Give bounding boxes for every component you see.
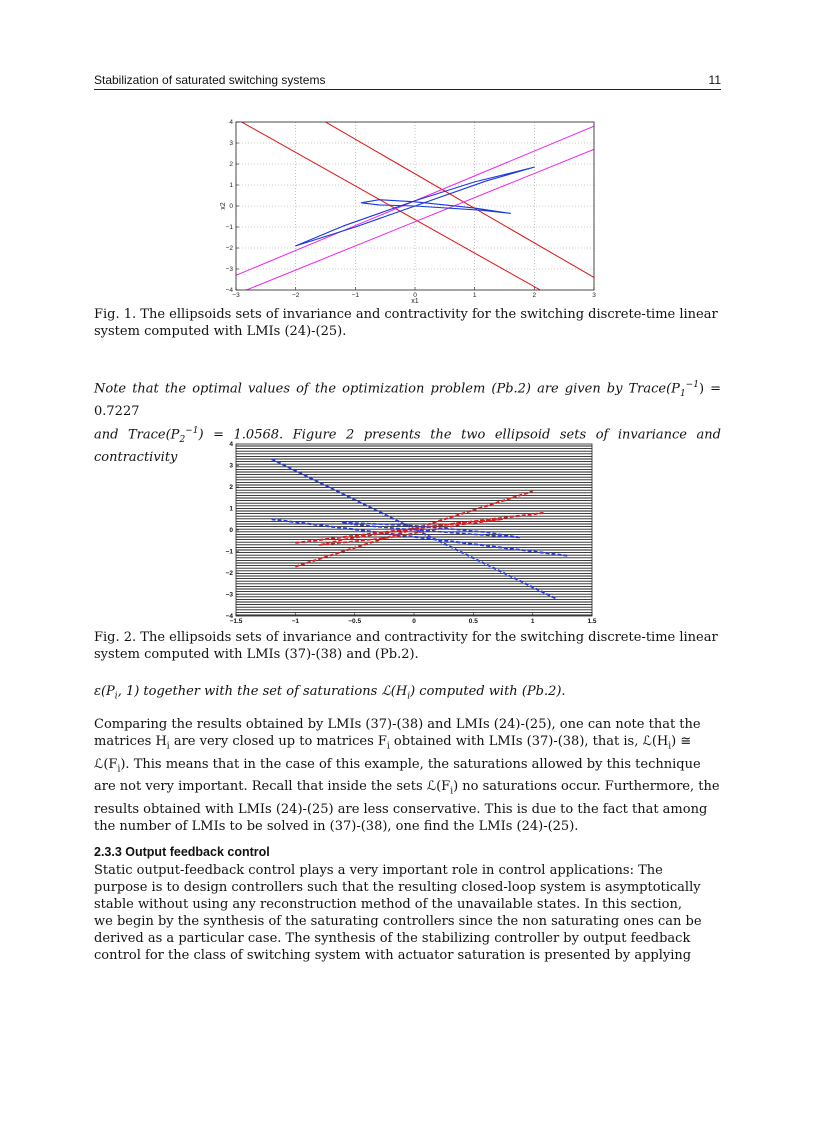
x-tick-label: 0 — [412, 618, 416, 625]
figure-1-chart — [218, 118, 603, 304]
x-tick-label: −0.5 — [348, 618, 362, 625]
epsilon-line: $\varepsilon(P_i$, 1) together with the set of saturations $ℒ(H_i)$ computed with (Pb.2). — [94, 684, 566, 702]
x-tick-label: 0 — [413, 292, 417, 299]
y-tick-label: −3 — [225, 591, 233, 599]
x-tick-label: −3 — [232, 292, 240, 299]
comparing-paragraph: Comparing the results obtained by LMIs (37)-(38) and LMIs (24)-(25), one can note that the matrices $H_i$ are very closed up to matrices $F_i$ obtained with LMIs (37)-(38), that is, $ℒ(H_i)$ ≅ $ℒ(F_i)$. This means that in the case of this example, the saturations allowed by this technique are not very important. Recall that inside the sets $ℒ(F_i)$ no saturations occur. Furthermore, the results obtained with LMIs (24)-(25) are less conservative. This is due to the fact that among the number of LMIs to be solved in (37)-(38), one find the LMIs (24)-(25). — [94, 717, 720, 834]
x-tick-label: −1 — [351, 292, 360, 299]
figure-2-chart — [218, 440, 603, 626]
y-tick-label: 0 — [229, 203, 233, 210]
y-tick-label: 4 — [229, 119, 233, 126]
x-axis-label: x1 — [411, 298, 419, 304]
y-tick-label: −2 — [225, 245, 233, 252]
y-tick-label: −1 — [225, 548, 233, 556]
x-tick-label: 3 — [592, 292, 596, 299]
y-tick-label: 1 — [229, 505, 233, 513]
running-header — [94, 71, 721, 90]
y-tick-label: −4 — [225, 287, 233, 294]
y-tick-label: −1 — [225, 224, 233, 231]
x-tick-label: 0.5 — [468, 618, 478, 625]
x-tick-label: 2 — [532, 292, 537, 299]
figure-1 — [218, 118, 603, 304]
y-tick-label: −2 — [225, 570, 233, 577]
running-header-title: Stabilization of saturated switching systems — [94, 73, 326, 87]
x-tick-label: 1.5 — [587, 618, 597, 625]
section-heading: 2.3.3 Output feedback control — [94, 845, 270, 859]
x-tick-label: −2 — [291, 292, 300, 299]
y-tick-label: 2 — [229, 484, 233, 491]
y-tick-label: 3 — [229, 140, 233, 147]
y-axis-label: x2 — [220, 202, 227, 210]
y-tick-label: 4 — [229, 441, 233, 448]
note-line-2: and $Trace(P_2^{-1}) = 1.0568$. Figure 2 presents the two ellipsoid sets of invariance and contractivity — [94, 425, 721, 465]
x-tick-label: 1 — [530, 618, 535, 625]
x-tick-label: 1 — [472, 292, 477, 299]
x-tick-label: −1.5 — [229, 618, 243, 625]
figure-2 — [218, 440, 603, 626]
y-tick-label: 3 — [229, 462, 233, 470]
output-feedback-paragraph: Static output-feedback control plays a very important role in control applications: The purpose is to design controllers such that the resulting closed-loop system is asymptotically stable without using any reconstruction method of the unavailable states. In this section, we begin by the synthesis of the saturating controllers since the non saturating ones can be derived as a particular case. The synthesis of the stabilizing controller by output feedback control for the class of switching system with actuator saturation is presented by applying — [94, 863, 702, 963]
page-number: 11 — [708, 73, 721, 87]
y-tick-label: 2 — [229, 161, 233, 168]
y-tick-label: −3 — [225, 266, 233, 273]
x-tick-label: −1 — [291, 618, 300, 625]
y-tick-label: −4 — [225, 613, 233, 620]
figure-1-caption: Fig. 1. The ellipsoids sets of invariance and contractivity for the switching discrete-time linear system computed with LMIs (24)-(25). — [94, 307, 718, 339]
y-tick-label: 0 — [229, 527, 233, 534]
note-line-1: Note that the optimal values of the optimization problem (Pb.2) are given by $Trace(P_1^{-1}) = 0.7227$ — [94, 380, 721, 419]
y-tick-label: 1 — [229, 182, 233, 189]
figure-2-caption: Fig. 2. The ellipsoids sets of invariance and contractivity for the switching discrete-time linear system computed with LMIs (37)-(38) and (Pb.2). — [94, 630, 718, 662]
